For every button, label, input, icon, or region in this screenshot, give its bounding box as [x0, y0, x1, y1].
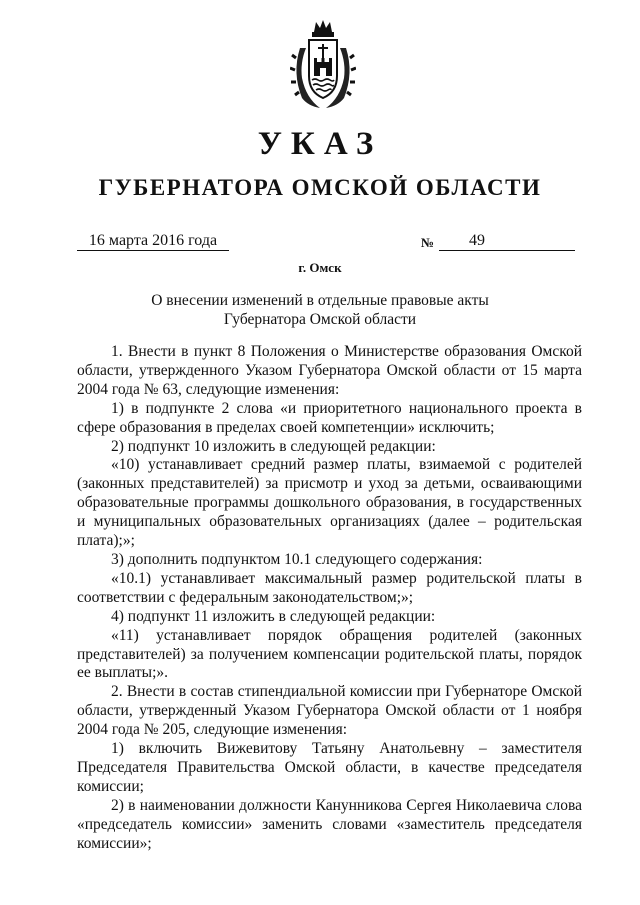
subject-line-1: О внесении изменений в отдельные правовые акты — [151, 292, 489, 309]
paragraph: «10.1) устанавливает максимальный размер родительской платы в соответствии с федеральным законодательством;»; — [77, 569, 582, 606]
number-sign: № — [421, 235, 435, 250]
document-date: 16 марта 2016 года — [77, 232, 229, 251]
document-subject — [0, 291, 640, 329]
coat-of-arms-emblem — [290, 18, 356, 112]
document-title: УКАЗ — [257, 126, 383, 162]
paragraph: 1) включить Вижевитову Татьяну Анатольевну – заместителя Председателя Правительства Омской области, в качестве председателя комиссии; — [77, 740, 582, 795]
document-number-field — [421, 232, 575, 252]
paragraph: 2) в наименовании должности Канунникова Сергея Николаевича слова «председатель комиссии» заменить словами «заместитель председателя комиссии»; — [77, 796, 582, 852]
subject-line-2: Губернатора Омской области — [223, 311, 417, 328]
paragraph: «11) устанавливает порядок обращения родителей (законных представителей) за получением компенсации родительской платы, порядок ее выплаты;». — [77, 626, 582, 682]
document-body — [77, 343, 582, 853]
paragraph: «10) устанавливает средний размер платы, взимаемой с родителей (законных представителей) за присмотр и уход за детьми, осваивающими образовательные программы дошкольного образования, в государственных и муниципальных образовательных организациях (далее – родительская плата);»; — [77, 456, 582, 550]
paragraph: 1) в подпункте 2 слова «и приоритетного национального проекта в сфере образования в пределах своей компетенции» исключить; — [77, 399, 582, 436]
document-issuer: ГУБЕРНАТОРА ОМСКОЙ ОБЛАСТИ — [98, 175, 542, 200]
document-number: 49 — [439, 232, 575, 251]
paragraph: 2) подпункт 10 изложить в следующей редакции: — [111, 437, 436, 455]
paragraph: 3) дополнить подпунктом 10.1 следующего содержания: — [111, 550, 483, 568]
paragraph: 1. Внести в пункт 8 Положения о Министерстве образования Омской области, утвержденного Указом Губернатора Омской области от 15 марта 2004 года № 63, следующие изменения: — [77, 343, 582, 398]
paragraph: 2. Внести в состав стипендиальной комиссии при Губернаторе Омской области, утвержденный Указом Губернатора Омской области от 1 ноября 2004 года № 205, следующие изменения: — [77, 683, 582, 739]
paragraph: 4) подпункт 11 изложить в следующей редакции: — [111, 607, 436, 625]
document-city: г. Омск — [298, 260, 342, 275]
